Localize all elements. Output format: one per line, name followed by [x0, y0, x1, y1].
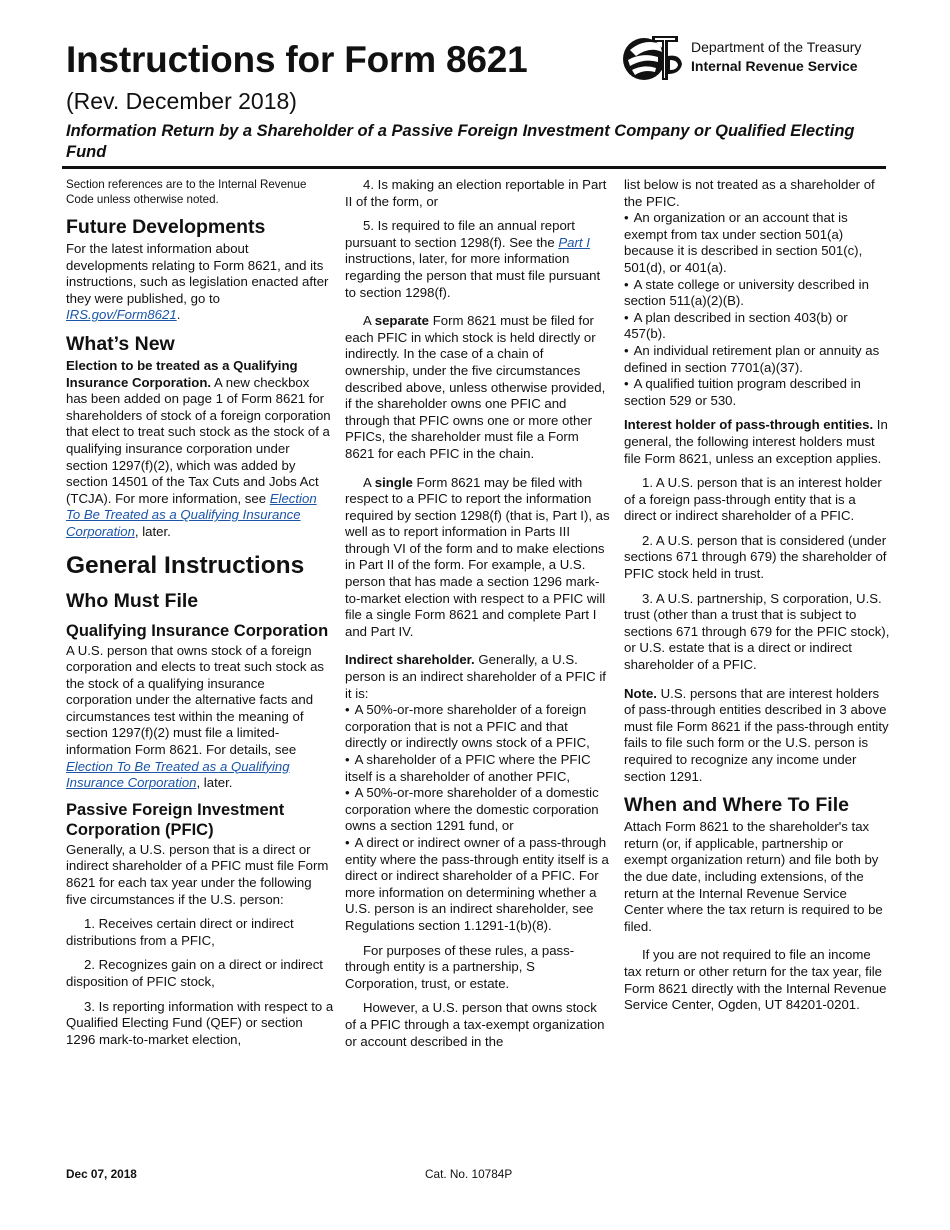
- list-item: • A direct or indirect owner of a pass-through entity where the pass-through entity itself is a direct or indirect shareholder of a PFIC. For more information on determining whether a U.S. person is an indirect shareholder, see Regulations section 1.1291-1(b)(8).: [345, 834, 609, 933]
- qic-election-link[interactable]: Election To Be Treated as a Qualifying Insurance Corporation: [66, 758, 290, 791]
- interest-holder-item-3: 3. A U.S. partnership, S corporation, U.S. trust (other than a trust that is subject to sections 671 through 679 for the PFIC stock), or U.S. estate that is a direct or indirect shareholder of a PFIC.: [624, 590, 890, 673]
- agency-irs: Internal Revenue Service: [691, 58, 858, 74]
- indirect-shareholder-paragraph: Indirect shareholder. Generally, a U.S. person is an indirect shareholder of a PFIC if it is:: [345, 652, 606, 701]
- indirect-shareholder-label: Indirect shareholder.: [345, 652, 475, 668]
- catalog-number: Cat. No. 10784P: [425, 1167, 513, 1181]
- not-required-paragraph: If you are not required to file an income tax return or other return for the tax year, file Form 8621 directly with the Internal Revenue Service Center, Ogden, UT 84201-0201.: [624, 947, 887, 1013]
- interest-holder-label: Interest holder of pass-through entities.: [624, 417, 874, 433]
- note-paragraph: Note. U.S. persons that are interest holders of pass-through entities described in 3 above must file Form 8621 if the pass-through entity fails to file such form or the U.S. person is required to recognize any income under section 1291.: [624, 685, 889, 784]
- list-item: • A 50%-or-more shareholder of a foreign corporation that is not a PFIC and that directly or indirectly owns stock of a PFIC,: [345, 702, 590, 751]
- list-item: • A qualified tuition program described in section 529 or 530.: [624, 376, 861, 408]
- list-item: • An individual retirement plan or annuity as defined in section 7701(a)(37).: [624, 342, 880, 375]
- heading-pfic: Passive Foreign Investment Corporation (PFIC): [66, 800, 285, 839]
- heading-when-and-where-to-file: When and Where To File: [624, 794, 849, 817]
- footer-date: Dec 07, 2018: [66, 1167, 137, 1181]
- heading-general-instructions: General Instructions: [66, 551, 305, 579]
- pfic-paragraph: Generally, a U.S. person that is a direct or indirect shareholder of a PFIC must file Form 8621 for each tax year under the following five circumstances if the U.S. person:: [66, 841, 329, 907]
- header-divider: [62, 166, 886, 169]
- election-label: Election to be treated as a Qualifying Insurance Corporation.: [66, 357, 298, 390]
- list-item: • A shareholder of a PFIC where the PFIC itself is a shareholder of another PFIC,: [345, 752, 591, 784]
- interest-holder-paragraph: Interest holder of pass-through entities. In general, the following interest holders must file Form 8621, unless an exception applies.: [624, 417, 888, 466]
- circumstance-5: 5. Is required to file an annual report pursuant to section 1298(f). See the Part I instructions, later, for more information regarding the person that must file pursuant to section 1298(f).: [345, 218, 601, 300]
- however-paragraph: However, a U.S. person that owns stock of a PFIC through a tax-exempt organization or account described in the: [345, 1000, 605, 1049]
- election-qic-link[interactable]: Election To Be Treated as a Qualifying Insurance Corporation: [66, 490, 317, 539]
- future-developments-text: For the latest information about developments relating to Form 8621, and its instructions, such as legislation enacted after they were published, go to IRS.gov/Form8621.: [66, 241, 329, 323]
- exempt-organization-list: [624, 210, 890, 409]
- qic-paragraph: A U.S. person that owns stock of a foreign corporation and elects to treat such stock as the stock of a qualifying insurance corporation under the alternative facts and circumstances test within the meaning of section 1297(f)(2) must file a limited-information Form 8621. For details, see Election To Be Treated as a Qualifying Insurance Corporation, later.: [66, 642, 325, 791]
- separate-form-paragraph: A separate Form 8621 must be filed for each PFIC in which stock is held directly or indirectly. In the case of a chain of ownership, under the five circumstances described above, unless otherwise provided, if the shareholder owns one PFIC and through that PFIC owns one or more other PFICs, the shareholder must file a Form 8621 for each PFIC in the chain.: [345, 313, 606, 461]
- list-item: • A plan described in section 403(b) or 457(b).: [624, 309, 848, 342]
- circumstance-3: 3. Is reporting information with respect to a Qualified Electing Fund (QEF) or section 1296 mark-to-market election,: [66, 998, 334, 1047]
- irs-eagle-logo-icon: [622, 30, 686, 88]
- agency-department: Department of the Treasury: [691, 39, 862, 55]
- election-paragraph: Election to be treated as a Qualifying Insurance Corporation. A new checkbox has been added on page 1 of Form 8621 for shareholders of stock of a foreign corporation that elect to treat such stock as the stock of a qualifying insurance corporation under section 1297(f)(2), which was added by section 14501 of the Tax Cuts and Jobs Act (TCJA). For more information, see Election To Be Treated as a Qualifying Insurance Corporation, later.: [66, 357, 331, 539]
- list-item: • A 50%-or-more shareholder of a domestic corporation where the domestic corporation owns a section 1291 fund, or: [345, 785, 599, 834]
- note-label: Note.: [624, 685, 657, 701]
- list-item: • An organization or an account that is exempt from tax under section 501(a) because it is described in section 501(c), 501(d), or 401(a).: [624, 210, 863, 275]
- continued-paragraph: list below is not treated as a shareholder of the PFIC.: [624, 177, 875, 209]
- indirect-shareholder-list: [345, 702, 610, 934]
- document-title: Instructions for Form 8621: [66, 39, 528, 80]
- form-subtitle: Information Return by a Shareholder of a Passive Foreign Investment Company or Qualified Electing Fund: [66, 122, 855, 161]
- column-3: [624, 177, 890, 1014]
- part-i-link[interactable]: Part I: [558, 234, 590, 250]
- circumstance-1: 1. Receives certain direct or indirect distributions from a PFIC,: [66, 916, 294, 948]
- list-item: • A state college or university described in section 511(a)(2)(B).: [624, 276, 869, 309]
- irs-form8621-link[interactable]: IRS.gov/Form8621: [66, 307, 177, 323]
- heading-who-must-file: Who Must File: [66, 589, 199, 612]
- single-form-paragraph: A single Form 8621 may be filed with respect to a PFIC to report the information required by section 1298(f) (that is, Part I), as well as to report information in Parts III through VI of the form and to make elections in Part II of the form. For example, a U.S. person that has made a section 1296 mark-to-market election with respect to a PFIC will file a single Form 8621 and complete Part I and Part IV.: [345, 474, 610, 639]
- revision-date: (Rev. December 2018): [66, 88, 297, 114]
- column-1: [66, 177, 334, 1048]
- circumstance-2: 2. Recognizes gain on a direct or indirect disposition of PFIC stock,: [66, 957, 323, 989]
- heading-qualifying-insurance-corporation: Qualifying Insurance Corporation: [66, 621, 329, 640]
- agency-block: [691, 38, 861, 76]
- section-references-note: Section references are to the Internal Revenue Code unless otherwise noted.: [66, 178, 307, 206]
- interest-holder-item-1: 1. A U.S. person that is an interest holder of a foreign pass-through entity that is a direct or indirect shareholder of a PFIC.: [624, 475, 882, 524]
- heading-future-developments: Future Developments: [66, 216, 266, 238]
- interest-holder-item-2: 2. A U.S. person that is considered (under sections 671 through 679) the shareholder of PFIC stock held in trust.: [624, 532, 887, 582]
- purposes-paragraph: For purposes of these rules, a pass-through entity is a partnership, S Corporation, trust, or estate.: [345, 942, 575, 991]
- when-where-paragraph: Attach Form 8621 to the shareholder's tax return (or, if applicable, partnership or exempt organization return) and file both by the due date, including extensions, of the return at the Internal Revenue Service Center where the tax return is required to be filed.: [624, 819, 883, 934]
- column-2: [345, 177, 610, 1050]
- heading-whats-new: What’s New: [66, 332, 175, 355]
- circumstance-4: 4. Is making an election reportable in Part II of the form, or: [345, 177, 607, 209]
